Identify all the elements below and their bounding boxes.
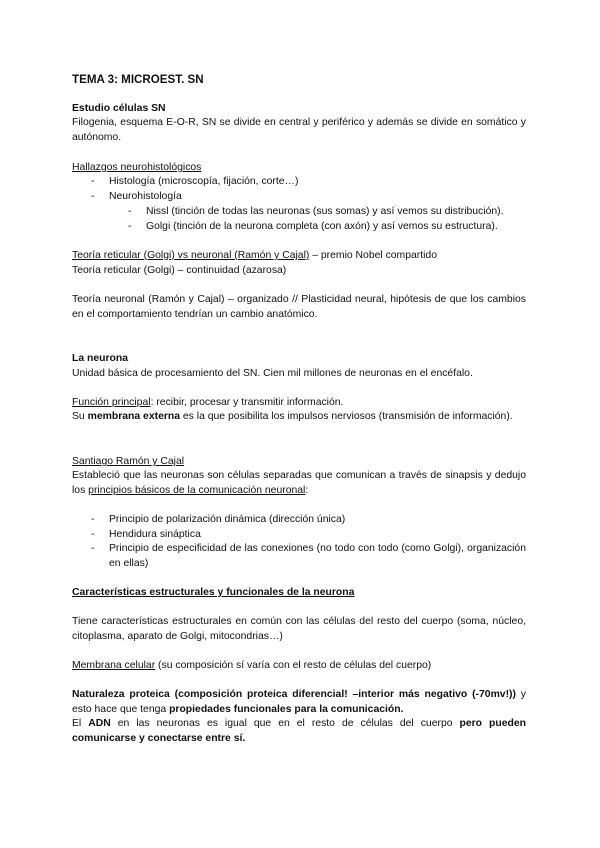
- principios-list: [72, 513, 526, 571]
- teoria-reticular-line: Teoría reticular (Golgi) – continuidad (azarosa): [72, 265, 287, 276]
- list-item: - Golgi (tinción de la neurona completa (con axón) y así vemos su estructura).: [72, 220, 526, 235]
- teoria-comparison-title: Teoría reticular (Golgi) vs neuronal (Ramón y Cajal): [72, 250, 310, 261]
- funcion-label: Función principal: [72, 397, 151, 408]
- teoria-neuronal-paragraph: Teoría neuronal (Ramón y Cajal) – organizado // Plasticidad neural, hipótesis de que los cambios en el comportamiento tendrían un cambio anatómico.: [72, 294, 526, 320]
- estudio-heading: Estudio células SN: [72, 103, 166, 114]
- cajal-heading: Santiago Ramón y Cajal: [72, 456, 185, 467]
- caracteristicas-heading: Características estructurales y funcionales de la neurona: [72, 587, 355, 598]
- list-item: - Histología (microscopía, fijación, corte…): [72, 175, 526, 190]
- hallazgos-heading: Hallazgos neurohistológicos: [72, 162, 202, 173]
- principios-link-text: principios básicos de la comunicación neuronal: [88, 484, 306, 496]
- membrana-celular-label: Membrana celular: [72, 660, 156, 671]
- page-title: TEMA 3: MICROEST. SN: [72, 73, 204, 86]
- cajal-paragraph: Estableció que las neuronas son células separadas que comunican a través de sinapsis y dedujo los principios básicos de la comunicación neuronal:: [72, 470, 526, 496]
- estudio-paragraph: Filogenia, esquema E-O-R, SN se divide en central y periférico y además se divide en somático y autónomo.: [72, 117, 526, 143]
- membrana-externa-paragraph: Su membrana externa es la que posibilita los impulsos nerviosos (transmisión de información).: [72, 411, 513, 422]
- funcion-text: : recibir, procesar y transmitir información.: [150, 397, 344, 408]
- funcion-line: [72, 396, 526, 411]
- membrana-externa-term: membrana externa: [87, 411, 181, 422]
- membrana-celular-line: Membrana celular (su composición sí varía con el resto de células del cuerpo): [72, 660, 432, 671]
- caracteristicas-paragraph: Tiene características estructurales en común con las células del resto del cuerpo (soma, núcleo, citoplasma, aparato de Golgi, mitocondrias…): [72, 616, 526, 642]
- hallazgos-sublist: [72, 205, 526, 234]
- hallazgos-list: [72, 175, 526, 204]
- adn-paragraph: El ADN en las neuronas es igual que en el resto de células del cuerpo pero pueden comunicarse y conectarse entre sí.: [72, 718, 526, 744]
- teoria-comparison-note: – premio Nobel compartido: [309, 250, 437, 261]
- list-item: - Neurohistología: [72, 190, 526, 205]
- neurona-paragraph: Unidad básica de procesamiento del SN. Cien mil millones de neuronas en el encéfalo.: [72, 368, 473, 379]
- list-item: - Hendidura sináptica: [72, 528, 526, 543]
- list-item: - Principio de especificidad de las conexiones (no todo con todo (como Golgi), organización en ellas): [72, 542, 526, 571]
- list-item: - Nissl (tinción de todas las neuronas (sus somas) y así vemos su distribución).: [72, 205, 526, 220]
- teoria-comparison-line: [72, 249, 526, 264]
- naturaleza-paragraph: Naturaleza proteica (composición proteica diferencial! –interior más negativo (-70mv!)) y esto hace que tenga propiedades funcionales para la comunicación.: [72, 689, 526, 715]
- list-item: - Principio de polarización dinámica (dirección única): [72, 513, 526, 528]
- neurona-heading: La neurona: [72, 353, 129, 364]
